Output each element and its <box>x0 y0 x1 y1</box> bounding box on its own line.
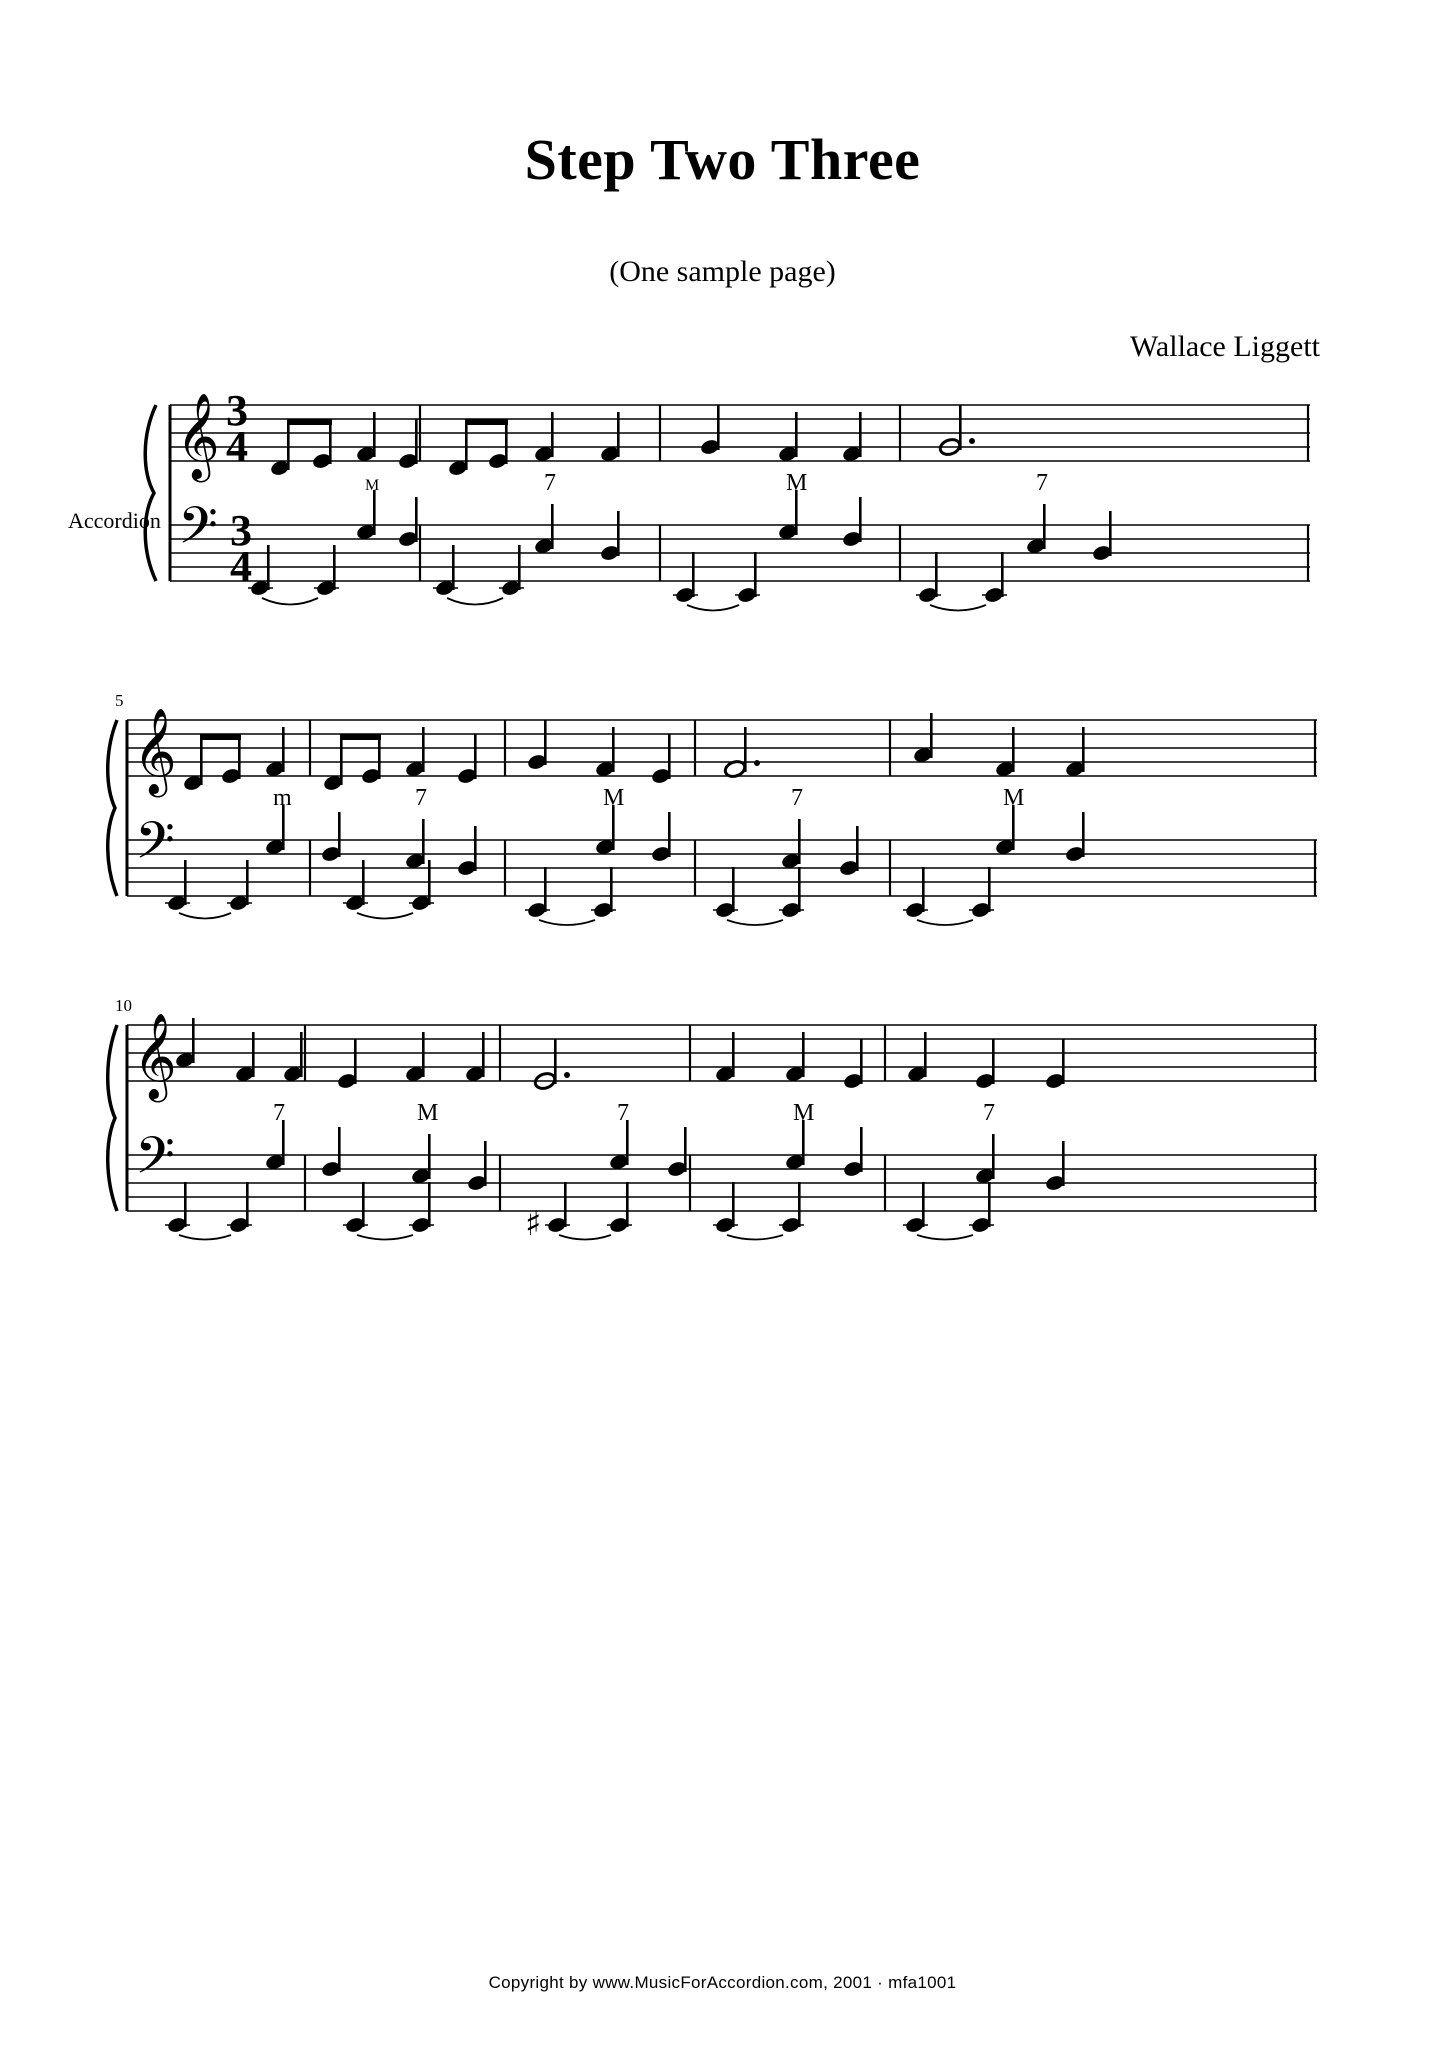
bass-chord-symbol-5: m <box>273 785 292 811</box>
bass-chord-symbol-4: 7 <box>1036 470 1048 496</box>
time-signature-upper-denominator: 4 <box>226 422 248 471</box>
bass-clef-icon: 𝄢 <box>135 1125 175 1198</box>
bass-clef-icon: 𝄢 <box>178 495 218 568</box>
sharp-accidental-icon: ♯ <box>525 1204 542 1244</box>
music-system-2 <box>105 690 1355 930</box>
bass-chord-symbol-13: M <box>793 1100 815 1126</box>
bass-chord-symbol-1: M <box>365 477 380 494</box>
copyright-notice: Copyright by www.MusicForAccordion.com, 2001 · mfa1001 <box>488 1973 957 1992</box>
composer-name: Wallace Liggett <box>1130 330 1320 363</box>
bass-chord-symbol-12: 7 <box>617 1100 629 1126</box>
bass-chord-symbol-11: M <box>417 1100 439 1126</box>
time-signature-upper-numerator: 3 <box>226 386 248 435</box>
treble-clef-icon: 𝄞 <box>133 708 177 794</box>
time-signature-lower-numerator: 3 <box>230 506 252 555</box>
bass-chord-symbol-3: M <box>786 470 808 496</box>
treble-clef-icon: 𝄞 <box>176 393 220 479</box>
bass-chord-symbol-14: 7 <box>983 1100 995 1126</box>
bass-clef-icon: 𝄢 <box>135 810 175 883</box>
bass-chord-symbol-2: 7 <box>544 470 556 496</box>
instrument-label: Accordion <box>68 508 161 533</box>
page-title: Step Two Three <box>524 127 921 192</box>
system-2-notation <box>105 690 1355 930</box>
system-3-notation <box>105 995 1355 1245</box>
bass-chord-symbol-6: 7 <box>415 785 427 811</box>
page-subtitle: (One sample page) <box>609 255 836 288</box>
bass-chord-symbol-8: 7 <box>791 785 803 811</box>
music-system-3 <box>105 995 1355 1245</box>
measure-number-5: 5 <box>115 691 124 710</box>
system-1-notation <box>140 385 1350 615</box>
time-signature-lower-denominator: 4 <box>230 542 252 591</box>
bass-chord-symbol-7: M <box>603 785 625 811</box>
measure-number-10: 10 <box>115 996 132 1015</box>
music-system-1 <box>140 385 1350 615</box>
treble-clef-icon: 𝄞 <box>133 1013 177 1099</box>
bass-chord-symbol-10: 7 <box>273 1100 285 1126</box>
bass-chord-symbol-9: M <box>1003 785 1025 811</box>
